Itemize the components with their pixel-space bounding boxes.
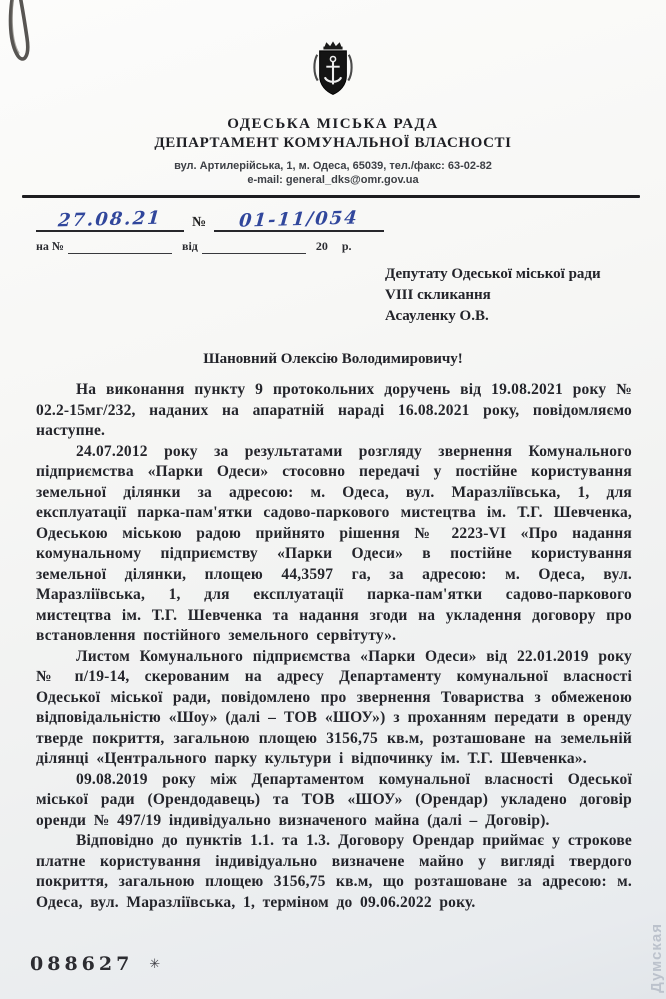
handwritten-date: 27.08.21 <box>57 207 163 232</box>
recipient-line-3: Асауленку О.В. <box>385 308 489 324</box>
paperclip-icon <box>0 0 54 79</box>
form-vid-label: від <box>181 239 198 253</box>
salutation: Шановний Олексію Володимировичу! <box>203 351 463 367</box>
stamp-number-block <box>30 953 160 975</box>
form-na-no-label: на № <box>36 239 64 253</box>
body-paragraph-3: Листом Комунального підприємства «Парки Одеси» від 22.01.2019 року № п/19-14, скерованим на адресу Департаменту комунальної власності Одеської міської ради, повідомлено про звернення Товариства з обмеженою відповідальністю «Шоу» (далі – ТОВ «ШОУ») з проханням передати в оренду тверде покриття, загальною площею 3156,75 кв.м, розташоване на земельній ділянці «Центрального парку культури і відпочинку ім. Т.Г. Шевченка». <box>36 647 632 767</box>
odessa-coat-of-arms-icon <box>311 40 355 102</box>
form-blank-number <box>68 240 172 254</box>
handwritten-number: 01-11/054 <box>238 207 360 232</box>
body-paragraph-5: Відповідно до пунктів 1.1. та 1.3. Договору Орендар приймає у строкове платне користування індивідуально визначене майно у вигляді твердого покриття, загальною площею 3156,75 кв.м, що розташоване за адресою: м. Одеса, вул. Маразліївська, 1, терміном до 09.06.2022 року. <box>36 832 632 911</box>
body-paragraph-2: 24.07.2012 року за результатами розгляду звернення Комунального підприємства «Парки Одеси» стосовно передачі у постійне користування земельної ділянки за адресою: м. Одеса, вул. Маразліївська, 1, для експлуатації парка-пам'ятки садово-паркового мистецтва ім. Т.Г. Шевченка, Одеською міською радою прийнято рішення № 2223-VI «Про надання комунальному підприємству «Парки Одеси» в постійне користування земельної ділянки, площею 44,3597 га, за адресою: м. Одеса, вул. Маразліївська, 1, для експлуатації парка-пам'ятки садово-паркового мистецтва ім. Т.Г. Шевченка та надання згоди на укладення договору про встановлення постійного земельного сервітуту». <box>36 442 632 644</box>
body-paragraph-4: 09.08.2019 року між Департаментом комунальної власності Одеської міської ради (Орендодавець) та ТОВ «ШОУ» (Орендар) укладено договір оренди № 497/19 індивідуально визначеного майна (далі – Договір). <box>36 770 632 829</box>
date-underline <box>36 209 184 232</box>
watermark: Думская <box>648 923 665 993</box>
org-name-line2: ДЕПАРТАМЕНТ КОМУНАЛЬНОЇ ВЛАСНОСТІ <box>154 135 512 151</box>
letterhead <box>0 0 666 186</box>
body-paragraph-1: На виконання пункту 9 протокольних доручень від 19.08.2021 року № 02.2-15мг/232, наданих на апаратній нараді 16.08.2021 року, повідомляємо наступне. <box>36 381 632 439</box>
reference-block <box>36 202 666 254</box>
letterhead-divider <box>22 195 640 198</box>
recipient-block <box>385 264 628 327</box>
header-address: вул. Артилерійська, 1, м. Одеса, 65039, тел./факс: 63-02-82 <box>174 160 492 172</box>
recipient-line-2: VIII скликання <box>385 287 491 303</box>
reply-reference-row <box>36 239 666 254</box>
number-sign: № <box>192 215 207 230</box>
form-r-label: р. <box>341 239 352 253</box>
recipient-line-1: Депутату Одеської міської ради <box>385 266 601 282</box>
form-blank-date <box>202 240 306 254</box>
header-email: e-mail: general_dks@omr.gov.ua <box>247 174 419 186</box>
number-underline <box>214 209 384 232</box>
stamp-asterisk-icon: ✳ <box>149 956 161 972</box>
org-name-line1: ОДЕСЬКА МІСЬКА РАДА <box>227 116 439 132</box>
handwritten-reference-row <box>36 202 666 232</box>
form-year-label: 20 <box>315 239 328 253</box>
letter-body <box>36 380 632 913</box>
stamp-number: 088627 <box>30 953 134 975</box>
